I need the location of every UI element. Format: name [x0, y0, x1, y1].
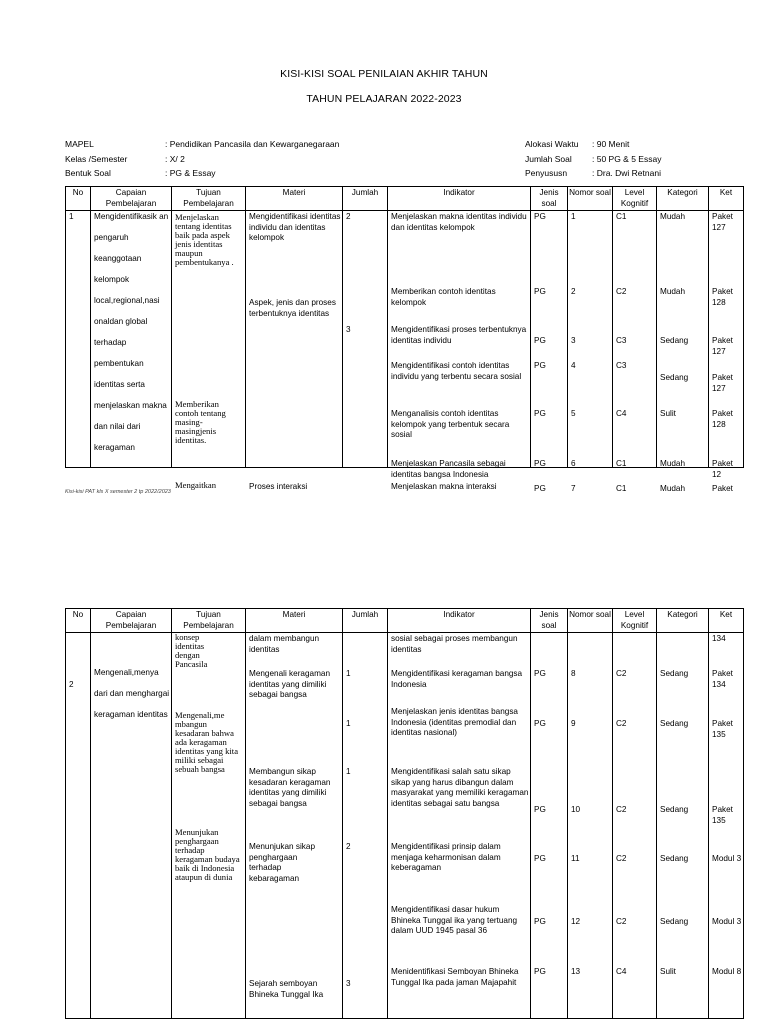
bentuk-label: Bentuk Soal	[65, 168, 111, 178]
tujuan-text-3: Menunjukan penghargaan terhadap keragaman budaya baik di Indonesia ataupun di dunia	[175, 827, 240, 882]
jenis-text: PG	[534, 287, 546, 296]
header-jumlah: Jumlah	[343, 609, 388, 633]
jenis-text: PG	[534, 669, 546, 678]
header-ket: Ket	[709, 187, 744, 211]
ket-cell	[709, 633, 744, 1019]
header-materi: Materi	[246, 187, 343, 211]
indikator-text: Menjelaskan makna interaksi	[391, 482, 497, 491]
table-row	[66, 211, 744, 468]
kategori-text: Mudah	[660, 287, 686, 296]
jenis-text: PG	[534, 336, 546, 345]
ket-text: Paket 128	[712, 409, 733, 429]
level-text: C1	[616, 212, 627, 221]
kategori-text: Sedang	[660, 336, 689, 345]
level-text: C2	[616, 287, 627, 296]
tujuan-text-3: Mengaitkan	[175, 480, 217, 490]
header-jenis: Jenis soal	[531, 609, 568, 633]
materi-text-3: Menunjukan sikap penghargaan terhadap kebaragaman	[249, 842, 315, 883]
indikator-text: Memberikan contoh identitas kelompok	[391, 287, 496, 307]
level-text: C4	[616, 409, 627, 418]
header-capaian: Capaian Pembelajaran	[91, 609, 172, 633]
nomor-text: 8	[571, 669, 576, 678]
ket-text: Modul 3	[712, 917, 742, 926]
materi-text-0: dalam membangun identitas	[249, 634, 320, 654]
materi-text-2: Aspek, jenis dan proses terbentuknya identitas	[249, 298, 336, 318]
nomor-text: 13	[571, 967, 581, 976]
level-text: C1	[616, 459, 627, 468]
materi-text-1: Mengenali keragaman identitas yang dimiliki sebagai bangsa	[249, 669, 331, 699]
no-cell	[66, 633, 91, 1019]
jumlah-label: Jumlah Soal	[525, 154, 572, 164]
jenis-text: PG	[534, 361, 546, 370]
indikator-text: Mengidentifikasi keragaman bangsa Indonesia	[391, 669, 523, 689]
ket-text: Paket	[712, 484, 733, 493]
materi-text-4: Sejarah semboyan Bhineka Tunggal Ika	[249, 979, 324, 999]
kategori-text: Sedang	[660, 854, 689, 863]
header-nomor: Nomor soal	[568, 187, 613, 211]
table-row	[66, 633, 744, 1019]
jumlah-text-4: 2	[346, 842, 351, 851]
jenis-text: PG	[534, 459, 546, 468]
materi-cell	[246, 211, 343, 491]
level-cell	[613, 211, 657, 493]
header-level: Level Kognitif	[613, 187, 657, 211]
nomor-text: 4	[571, 361, 576, 370]
mapel-label: MAPEL	[65, 139, 94, 149]
header-ket: Ket	[709, 609, 744, 633]
jenis-text: PG	[534, 917, 546, 926]
kategori-text: Sedang	[660, 805, 689, 814]
nomor-text: 3	[571, 336, 576, 345]
level-text: C2	[616, 805, 627, 814]
indikator-text: Mengidentifikasi dasar hukum Bhineka Tunggal ika yang tertuang dalam UUD 1945 pasal 36	[391, 905, 518, 935]
capaian-cell	[91, 211, 172, 468]
capaian-text: Mengenali,menya dari dan menghargai keragaman identitas	[94, 668, 170, 719]
jumlah-text-2: 1	[346, 719, 351, 728]
materi-text-1: Mengidentifikasi identitas individu dan identitas kelompok	[249, 212, 341, 242]
jenis-cell	[531, 211, 568, 493]
nomor-text: 12	[571, 917, 581, 926]
kategori-text: Sedang	[660, 917, 689, 926]
indikator-text: Menjelaskan Pancasila sebagai identitas bangsa Indonesia	[391, 459, 506, 479]
indikator-text: sosial sebagai proses membangun identitas	[391, 634, 518, 654]
kategori-text: Sulit	[660, 967, 676, 976]
nomor-text: 6	[571, 459, 576, 468]
nomor-text: 10	[571, 805, 581, 814]
indikator-cell	[388, 211, 531, 491]
header-capaian: Capaian Pembelajaran	[91, 187, 172, 211]
jenis-text: PG	[534, 805, 546, 814]
tujuan-text-1: Menjelaskan tentang identitas baik pada aspek jenis identitas maupun pembentukanya .	[175, 212, 234, 267]
ket-text: Paket 127	[712, 212, 733, 232]
ket-text: Paket 12	[712, 459, 733, 479]
ket-text: Paket 135	[712, 719, 733, 739]
ket-text: Modul 8	[712, 967, 742, 976]
jenis-text: PG	[534, 212, 546, 221]
kategori-text: Mudah	[660, 484, 686, 493]
level-text: C1	[616, 484, 627, 493]
jumlah-text-2: 3	[346, 325, 351, 334]
jenis-text: PG	[534, 484, 546, 493]
header-no: No	[66, 609, 91, 633]
kelas-value: : X/ 2	[165, 154, 185, 164]
nomor-text: 7	[571, 484, 576, 493]
ket-text: Paket 134	[712, 669, 733, 689]
jenis-cell	[531, 633, 568, 1019]
indikator-text: Menjelaskan jenis identitas bangsa Indonesia (identitas premodial dan identitas nasional)	[391, 707, 518, 737]
mapel-value: : Pendidikan Pancasila dan Kewarganegaraan	[165, 139, 340, 149]
nomor-text: 2	[571, 287, 576, 296]
level-text: C2	[616, 854, 627, 863]
indikator-text: Menganalisis contoh identitas kelompok yang terbentuk secara sosial	[391, 409, 510, 439]
header-jenis: Jenis soal	[531, 187, 568, 211]
jenis-text: PG	[534, 967, 546, 976]
document-subtitle: TAHUN PELAJARAN 2022-2023	[306, 93, 462, 105]
nomor-text: 1	[571, 212, 576, 221]
materi-text-3: Proses interaksi	[249, 482, 308, 491]
kategori-text: Mudah	[660, 212, 686, 221]
kategori-text: Mudah	[660, 459, 686, 468]
level-text: C2	[616, 719, 627, 728]
header-tujuan: Tujuan Pembelajaran	[172, 609, 246, 633]
alokasi-label: Alokasi Waktu	[525, 139, 579, 149]
row-number: 2	[69, 680, 74, 689]
nomor-text: 11	[571, 854, 580, 863]
header-tujuan: Tujuan Pembelajaran	[172, 187, 246, 211]
bentuk-value: : PG & Essay	[165, 168, 216, 178]
indikator-text: Mengidentifikasi prinsip dalam menjaga keharmonisan dalam keberagaman	[391, 842, 501, 872]
jumlah-cell	[343, 633, 388, 1019]
nomor-text: 9	[571, 719, 576, 728]
nomor-cell	[568, 211, 613, 493]
header-indikator: Indikator	[388, 609, 531, 633]
kategori-text: Sedang	[660, 719, 689, 728]
row-number: 1	[69, 212, 74, 221]
ket-text: 134	[712, 634, 726, 643]
kelas-label: Kelas /Semester	[65, 154, 128, 164]
materi-text-2: Membangun sikap kesadaran keragaman identitas yang dimiliki sebagai bangsa	[249, 767, 331, 808]
tujuan-text-2: Mengenali,me mbangun kesadaran bahwa ada keragaman identitas yang kita miliki sebagai sebuah bangsa	[175, 710, 239, 774]
header-indikator: Indikator	[388, 187, 531, 211]
no-cell	[66, 211, 91, 468]
jumlah-cell	[343, 211, 388, 468]
level-text: C4	[616, 967, 627, 976]
alokasi-value: : 90 Menit	[592, 139, 630, 149]
jumlah-text-1: 1	[346, 669, 351, 678]
header-nomor: Nomor soal	[568, 609, 613, 633]
ket-text: Modul 3	[712, 854, 742, 863]
capaian-text: Mengidentifikasik an pengaruh keanggotaan kelompok local,regional,nasi onaldan global terhadap pembentukan identitas serta menjelaskan makna dan nilai dari keragaman	[94, 212, 169, 452]
level-text: C3	[616, 361, 627, 370]
tujuan-cell	[172, 211, 246, 490]
ket-text: Paket 127	[712, 373, 733, 393]
indikator-text: Mengidentifikasi contoh identitas individu yang terbentu secara sosial	[391, 361, 522, 381]
tujuan-text-2: Memberikan contoh tentang masing-masingjenis identitas.	[175, 399, 226, 445]
ket-text: Paket 128	[712, 287, 733, 307]
kisi-table-page-2	[65, 608, 744, 1019]
nomor-text: 5	[571, 409, 576, 418]
materi-cell	[246, 633, 343, 1019]
header-materi: Materi	[246, 609, 343, 633]
kategori-text: Sedang	[660, 373, 689, 382]
nomor-cell	[568, 633, 613, 1019]
jumlah-value: : 50 PG & 5 Essay	[592, 154, 662, 164]
indikator-cell	[388, 633, 531, 1019]
indikator-text: Mengidentifikasi salah satu sikap sikap yang harus dibangun dalam masyarakat yang memiliki keragaman identitas sebagai satu bangsa	[391, 767, 529, 808]
indikator-text: Menjelaskan makna identitas individu dan identitas kelompok	[391, 212, 527, 232]
capaian-cell	[91, 633, 172, 1019]
penyusun-value: : Dra. Dwi Retnani	[592, 168, 661, 178]
tujuan-text-1: konsep identitas dengan Pancasila	[175, 632, 208, 669]
tujuan-cell	[172, 633, 246, 1019]
jumlah-text-3: 1	[346, 767, 351, 776]
level-cell	[613, 633, 657, 1019]
jumlah-text-1: 2	[346, 212, 351, 221]
indikator-text: Mengidentifikasi proses terbentuknya identitas individu	[391, 325, 527, 345]
kategori-cell	[657, 211, 709, 493]
jenis-text: PG	[534, 409, 546, 418]
document-title: KISI-KISI SOAL PENILAIAN AKHIR TAHUN	[280, 68, 488, 80]
kategori-text: Sedang	[660, 669, 689, 678]
header-no: No	[66, 187, 91, 211]
level-text: C2	[616, 669, 627, 678]
indikator-text: Menidentifikasi Semboyan Bhineka Tunggal Ika pada jaman Majapahit	[391, 967, 519, 987]
header-jumlah: Jumlah	[343, 187, 388, 211]
ket-text: Paket 127	[712, 336, 733, 356]
page-footer: Kisi-kisi PAT kls X semester 2 tp 2022/2023	[65, 489, 171, 495]
level-text: C2	[616, 917, 627, 926]
jumlah-text-5: 3	[346, 979, 351, 988]
ket-cell	[709, 211, 744, 493]
kategori-text: Sulit	[660, 409, 676, 418]
level-text: C3	[616, 336, 627, 345]
table-header-row	[66, 609, 744, 633]
ket-text: Paket 135	[712, 805, 733, 825]
header-kategori: Kategori	[657, 187, 709, 211]
penyusun-label: Penyususn	[525, 168, 568, 178]
jenis-text: PG	[534, 854, 546, 863]
header-kategori: Kategori	[657, 609, 709, 633]
kategori-cell	[657, 633, 709, 1019]
jenis-text: PG	[534, 719, 546, 728]
header-level: Level Kognitif	[613, 609, 657, 633]
